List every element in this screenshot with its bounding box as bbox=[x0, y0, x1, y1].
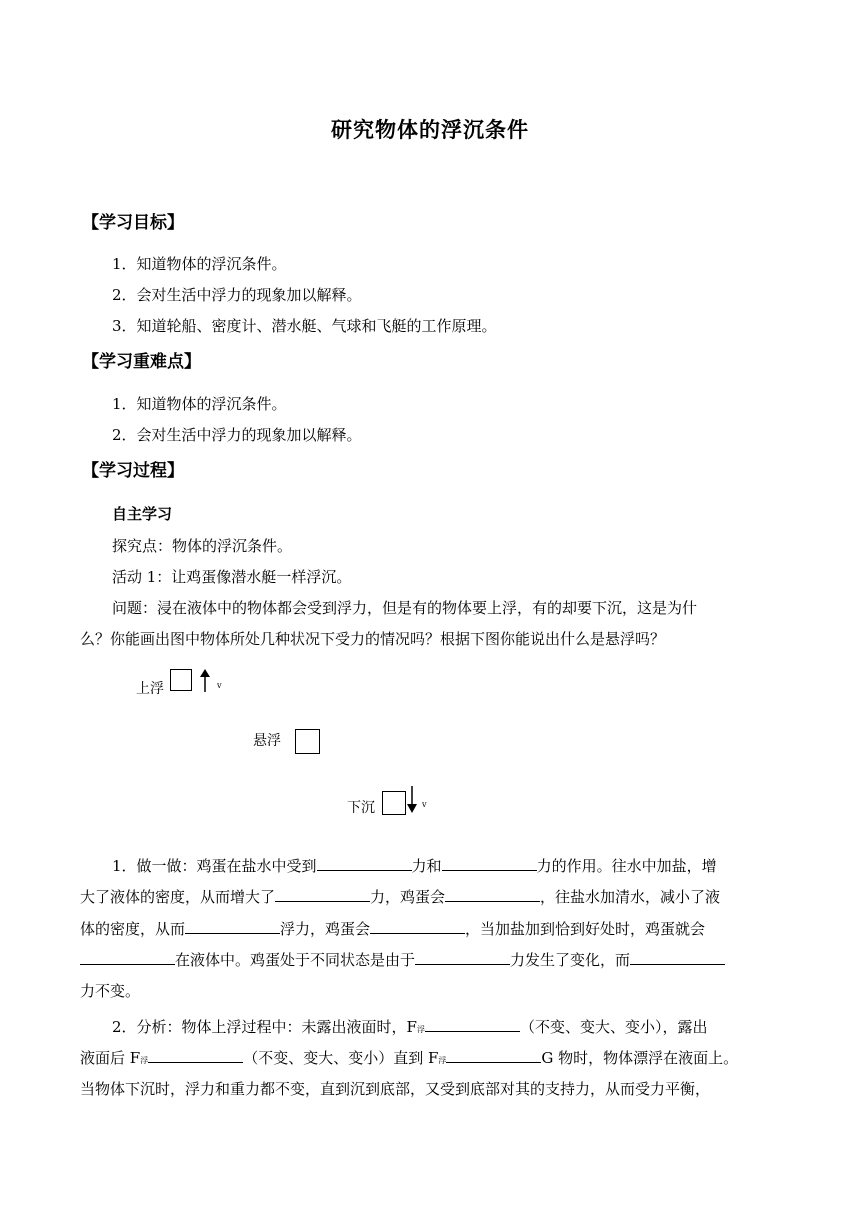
key-point-item: 1．知道物体的浮沉条件。 bbox=[112, 395, 287, 413]
exercise1-line: 力不变。 bbox=[80, 982, 141, 1000]
exercise2-line: 液面后 F浮 （不变、变大、变小）直到 F浮 G 物时，物体漂浮在液面上。 bbox=[80, 1049, 739, 1067]
answer-blank[interactable] bbox=[442, 856, 537, 871]
answer-blank[interactable] bbox=[630, 950, 725, 965]
rise-object-box bbox=[170, 669, 192, 691]
velocity-label: v bbox=[217, 681, 222, 690]
exercise1-line: 大了液体的密度，从而增大了 力，鸡蛋会 ，往盐水加清水，减小了液 bbox=[80, 888, 721, 906]
answer-blank[interactable] bbox=[446, 1048, 541, 1063]
explore-point: 探究点：物体的浮沉条件。 bbox=[112, 537, 293, 555]
exercise1-line: 在液体中。鸡蛋处于不同状态是由于 力发生了变化，而 bbox=[80, 949, 725, 970]
answer-blank[interactable] bbox=[185, 919, 280, 934]
answer-blank[interactable] bbox=[445, 887, 540, 902]
key-point-item: 2．会对生活中浮力的现象加以解释。 bbox=[112, 426, 362, 444]
process-heading: 【学习过程】 bbox=[82, 461, 184, 481]
answer-blank[interactable] bbox=[425, 1017, 520, 1032]
up-arrow-icon bbox=[198, 669, 212, 693]
answer-blank[interactable] bbox=[80, 950, 175, 965]
self-study-label: 自主学习 bbox=[112, 505, 173, 523]
exercise2-line: 2．分析：物体上浮过程中：未露出液面时，F浮 （不变、变大、变小），露出 bbox=[112, 1018, 708, 1036]
suspend-label: 悬浮 bbox=[253, 733, 281, 749]
answer-blank[interactable] bbox=[415, 950, 510, 965]
activity-line: 活动 1：让鸡蛋像潜水艇一样浮沉。 bbox=[112, 568, 352, 586]
sink-label: 下沉 bbox=[347, 800, 375, 816]
exercise1-line: 1．做一做：鸡蛋在盐水中受到 力和 力的作用。往水中加盐，增 bbox=[112, 857, 717, 875]
rise-label: 上浮 bbox=[136, 681, 164, 697]
suspend-object-box bbox=[295, 729, 320, 754]
answer-blank[interactable] bbox=[317, 856, 412, 871]
down-arrow-icon bbox=[405, 786, 419, 814]
exercise1-line: 体的密度，从而 浮力，鸡蛋会 ，当加盐加到恰到好处时，鸡蛋就会 bbox=[80, 920, 706, 938]
velocity-label: v bbox=[422, 800, 427, 809]
page-title: 研究物体的浮沉条件 bbox=[331, 117, 529, 142]
objectives-heading: 【学习目标】 bbox=[82, 213, 184, 233]
question-line: 么？你能画出图中物体所处几种状况下受力的情况吗？根据下图你能说出什么是悬浮吗？ bbox=[80, 630, 666, 648]
answer-blank[interactable] bbox=[275, 887, 370, 902]
objective-item: 3．知道轮船、密度计、潜水艇、气球和飞艇的工作原理。 bbox=[112, 317, 497, 335]
objective-item: 1．知道物体的浮沉条件。 bbox=[112, 255, 287, 273]
question-line: 问题：浸在液体中的物体都会受到浮力，但是有的物体要上浮，有的却要下沉，这是为什 bbox=[112, 599, 698, 617]
answer-blank[interactable] bbox=[148, 1048, 243, 1063]
sink-object-box bbox=[382, 791, 406, 815]
exercise2-line: 当物体下沉时，浮力和重力都不变，直到沉到底部，又受到底部对其的支持力，从而受力平衡， bbox=[80, 1080, 711, 1098]
objective-item: 2．会对生活中浮力的现象加以解释。 bbox=[112, 286, 362, 304]
key-points-heading: 【学习重难点】 bbox=[82, 352, 201, 372]
answer-blank[interactable] bbox=[370, 919, 465, 934]
